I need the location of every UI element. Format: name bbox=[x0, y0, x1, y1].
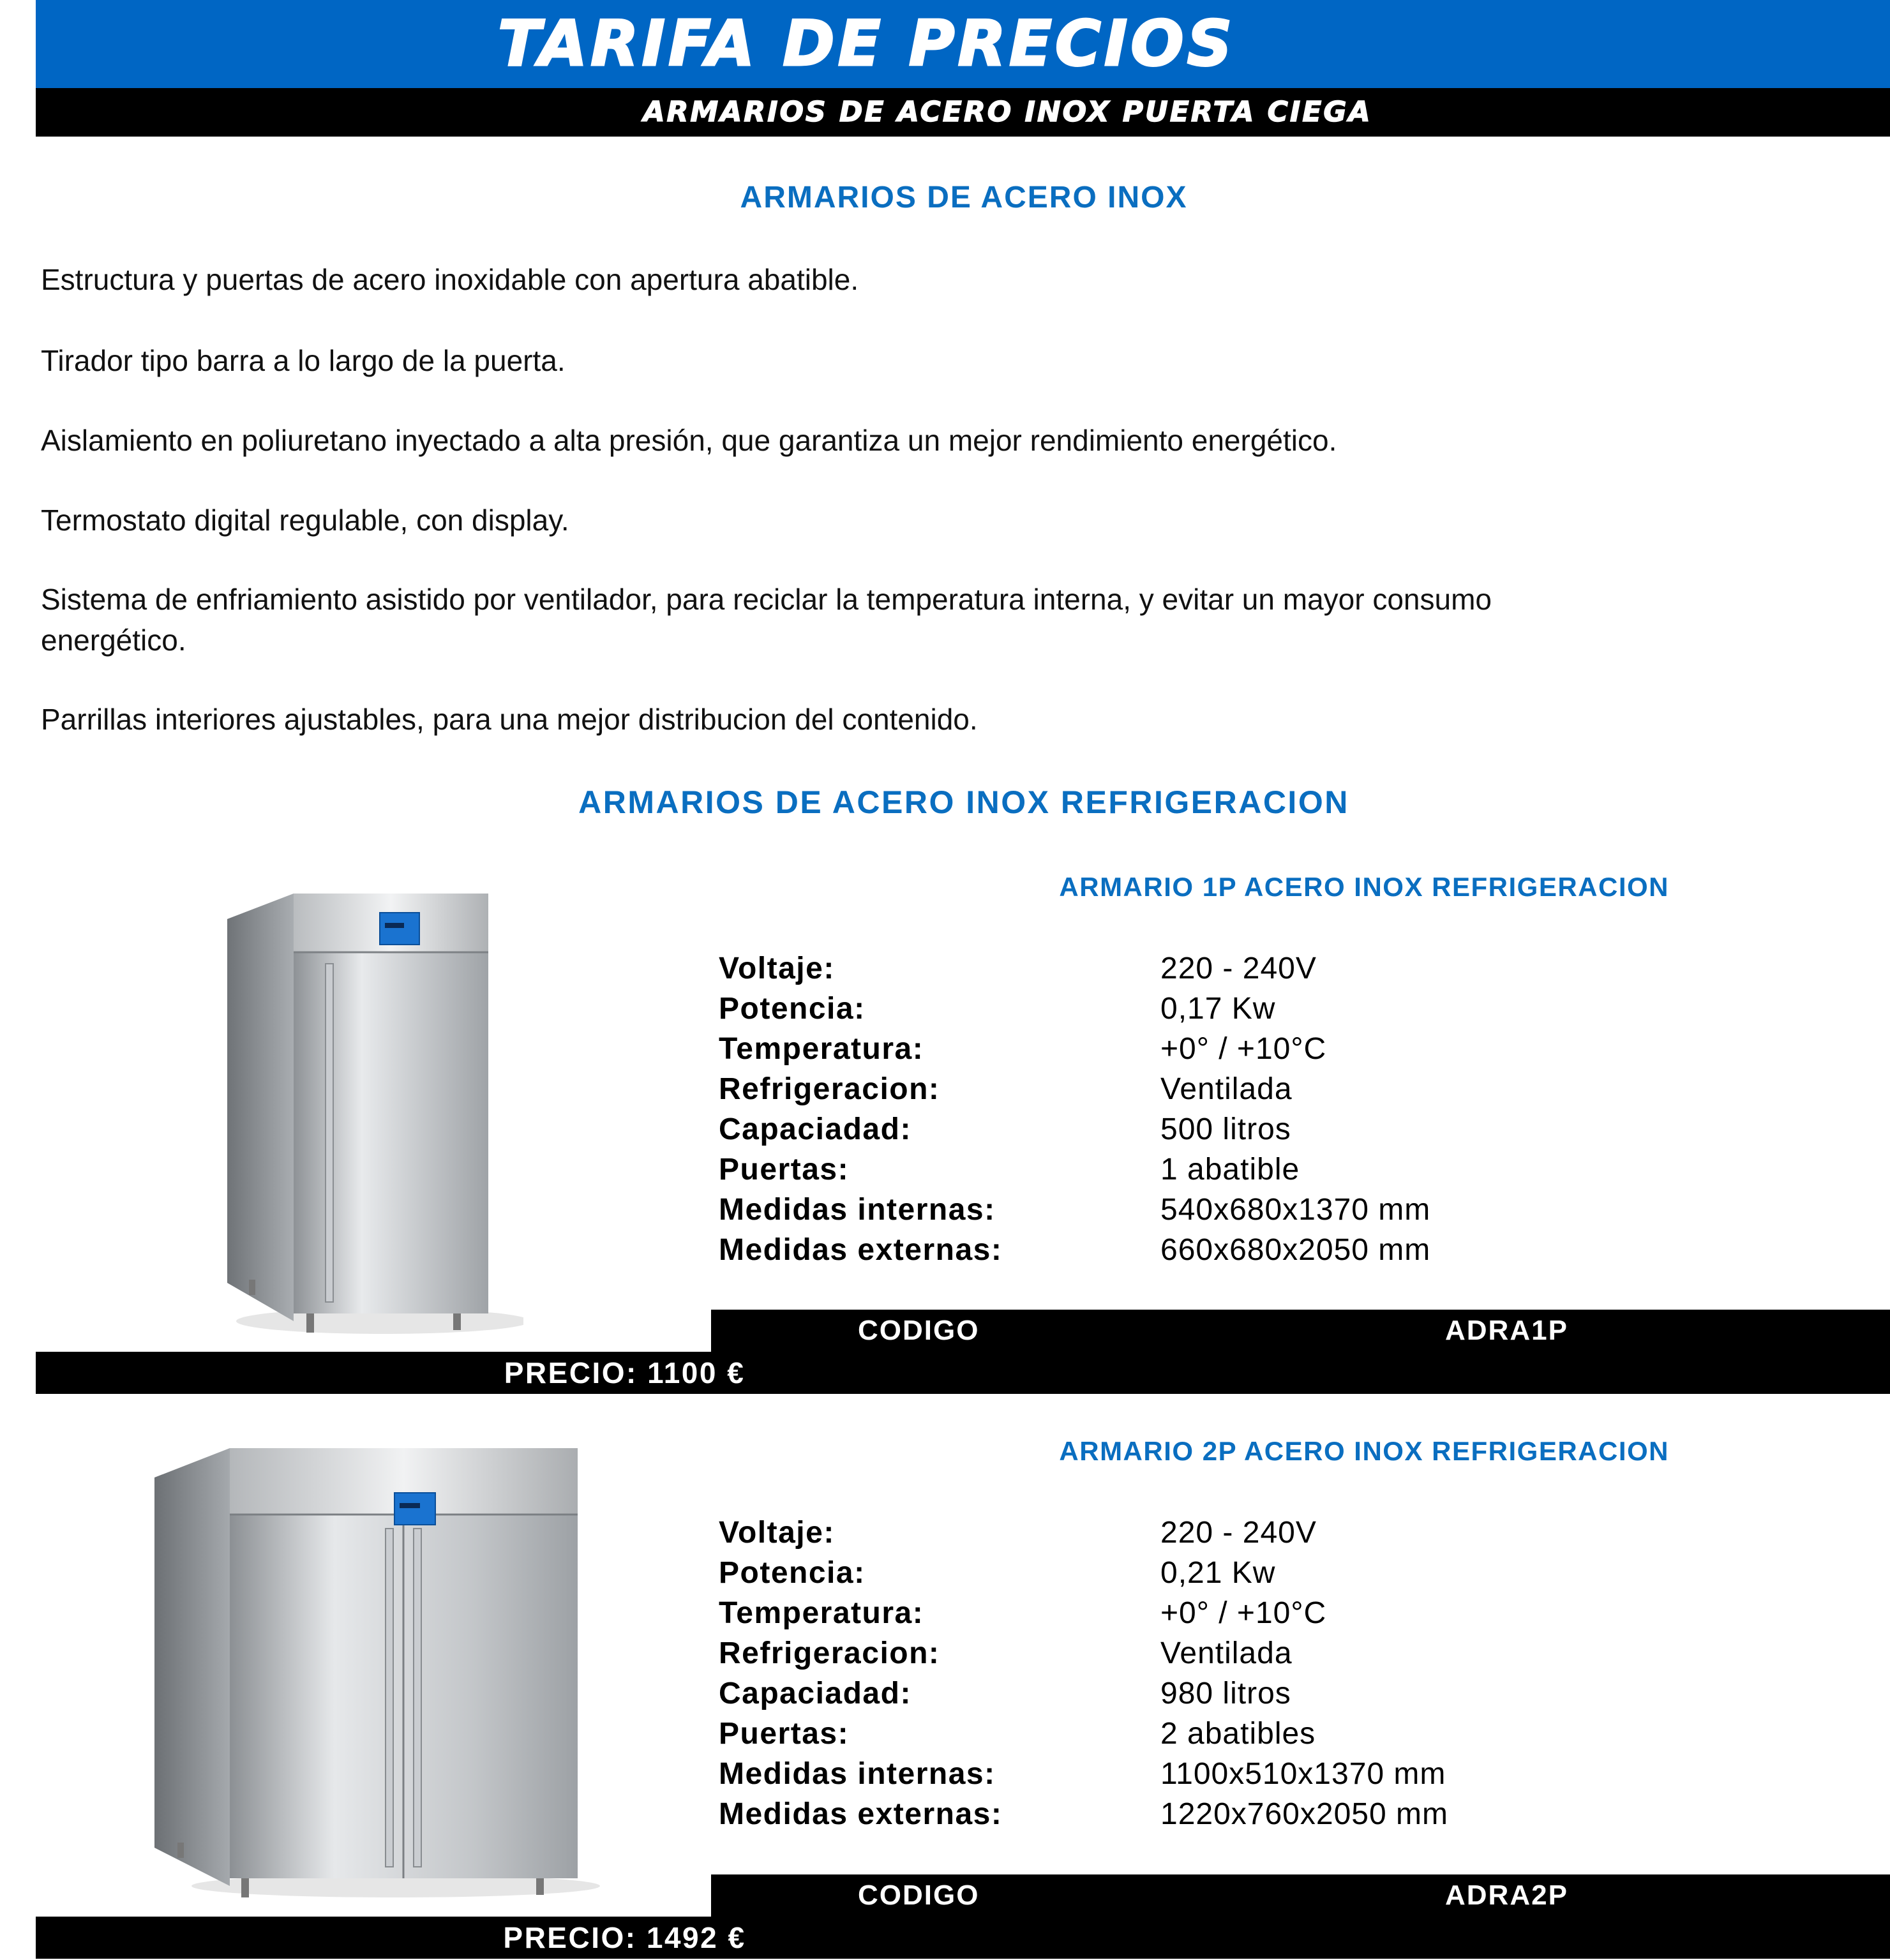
spec-row bbox=[719, 948, 1868, 989]
intro-paragraph: Termostato digital regulable, con display. bbox=[41, 504, 569, 537]
intro-paragraph: Estructura y puertas de acero inoxidable con apertura abatible. bbox=[41, 263, 859, 296]
intro-paragraph: Aislamiento en poliuretano inyectado a alta presión, que garantiza un mejor rendimiento energético. bbox=[41, 424, 1337, 457]
spec-value: 2 abatibles bbox=[1160, 1717, 1316, 1751]
spec-label: Medidas internas: bbox=[719, 1757, 996, 1791]
spec-row bbox=[719, 1754, 1868, 1794]
spec-row bbox=[719, 1149, 1868, 1190]
spec-value: +0° / +10°C bbox=[1160, 1032, 1327, 1066]
spec-label: Puertas: bbox=[719, 1717, 850, 1751]
product-code: ADRA1P bbox=[1445, 1315, 1568, 1346]
spec-value: 660x680x2050 mm bbox=[1160, 1233, 1431, 1267]
spec-row bbox=[719, 1190, 1868, 1230]
spec-row bbox=[719, 1513, 1868, 1553]
spec-label: Temperatura: bbox=[719, 1032, 924, 1066]
page-subtitle: ARMARIOS DE ACERO INOX PUERTA CIEGA bbox=[643, 96, 1372, 128]
spec-value: 540x680x1370 mm bbox=[1160, 1193, 1431, 1227]
spec-row bbox=[719, 1714, 1868, 1754]
spec-row bbox=[719, 1593, 1868, 1633]
intro-heading: ARMARIOS DE ACERO INOX bbox=[740, 181, 1188, 214]
spec-row bbox=[719, 1109, 1868, 1149]
spec-label: Refrigeracion: bbox=[719, 1636, 940, 1670]
spec-value: Ventilada bbox=[1160, 1636, 1293, 1670]
price-bar bbox=[36, 1352, 1890, 1394]
product-price: PRECIO: 1100 € bbox=[504, 1356, 746, 1389]
product-title: ARMARIO 1P ACERO INOX REFRIGERACION bbox=[1059, 872, 1669, 902]
code-label: CODIGO bbox=[858, 1315, 980, 1346]
spec-value: 1 abatible bbox=[1160, 1153, 1300, 1186]
spec-label: Potencia: bbox=[719, 1556, 866, 1590]
product-code: ADRA2P bbox=[1445, 1880, 1568, 1911]
spec-label: Voltaje: bbox=[719, 1516, 835, 1550]
spec-value: Ventilada bbox=[1160, 1072, 1293, 1106]
intro-paragraph: Tirador tipo barra a lo largo de la puerta. bbox=[41, 344, 566, 377]
spec-value: 980 litros bbox=[1160, 1677, 1291, 1710]
spec-row bbox=[719, 1069, 1868, 1109]
fridge-one-door-image bbox=[191, 881, 523, 1340]
spec-label: Refrigeracion: bbox=[719, 1072, 940, 1106]
spec-label: Capaciadad: bbox=[719, 1677, 911, 1710]
spec-label: Potencia: bbox=[719, 992, 866, 1026]
spec-label: Voltaje: bbox=[719, 952, 835, 985]
spec-value: 220 - 240V bbox=[1160, 1516, 1317, 1550]
spec-label: Puertas: bbox=[719, 1153, 850, 1186]
section-heading: ARMARIOS DE ACERO INOX REFRIGERACION bbox=[578, 784, 1349, 820]
spec-label: Temperatura: bbox=[719, 1596, 924, 1630]
spec-value: 1220x760x2050 mm bbox=[1160, 1797, 1448, 1831]
intro-paragraph: Sistema de enfriamiento asistido por ventilador, para reciclar la temperatura interna, y evitar un mayor consumo energético. bbox=[41, 583, 1492, 657]
spec-label: Medidas externas: bbox=[719, 1797, 1003, 1831]
spec-row bbox=[719, 989, 1868, 1029]
spec-label: Capaciadad: bbox=[719, 1112, 911, 1146]
spec-row bbox=[719, 1029, 1868, 1069]
price-bar bbox=[36, 1917, 1890, 1959]
spec-value: 0,17 Kw bbox=[1160, 992, 1276, 1026]
spec-value: 500 litros bbox=[1160, 1112, 1291, 1146]
code-label: CODIGO bbox=[858, 1880, 980, 1911]
spec-label: Medidas internas: bbox=[719, 1193, 996, 1227]
spec-value: 220 - 240V bbox=[1160, 952, 1317, 985]
product-title: ARMARIO 2P ACERO INOX REFRIGERACION bbox=[1059, 1436, 1669, 1466]
spec-value: 0,21 Kw bbox=[1160, 1556, 1276, 1590]
spec-value: 1100x510x1370 mm bbox=[1160, 1757, 1446, 1791]
spec-label: Medidas externas: bbox=[719, 1233, 1003, 1267]
code-bar bbox=[711, 1874, 1890, 1917]
spec-row bbox=[719, 1633, 1868, 1673]
spec-value: +0° / +10°C bbox=[1160, 1596, 1327, 1630]
page-title: TARIFA DE PRECIOS bbox=[498, 8, 1236, 80]
spec-row bbox=[719, 1230, 1868, 1270]
fridge-two-door-image bbox=[128, 1439, 600, 1899]
spec-row bbox=[719, 1673, 1868, 1714]
spec-row bbox=[719, 1794, 1868, 1834]
product-price: PRECIO: 1492 € bbox=[503, 1921, 746, 1954]
intro-paragraph: Parrillas interiores ajustables, para una mejor distribucion del contenido. bbox=[41, 703, 978, 736]
code-bar bbox=[711, 1310, 1890, 1352]
spec-row bbox=[719, 1553, 1868, 1593]
